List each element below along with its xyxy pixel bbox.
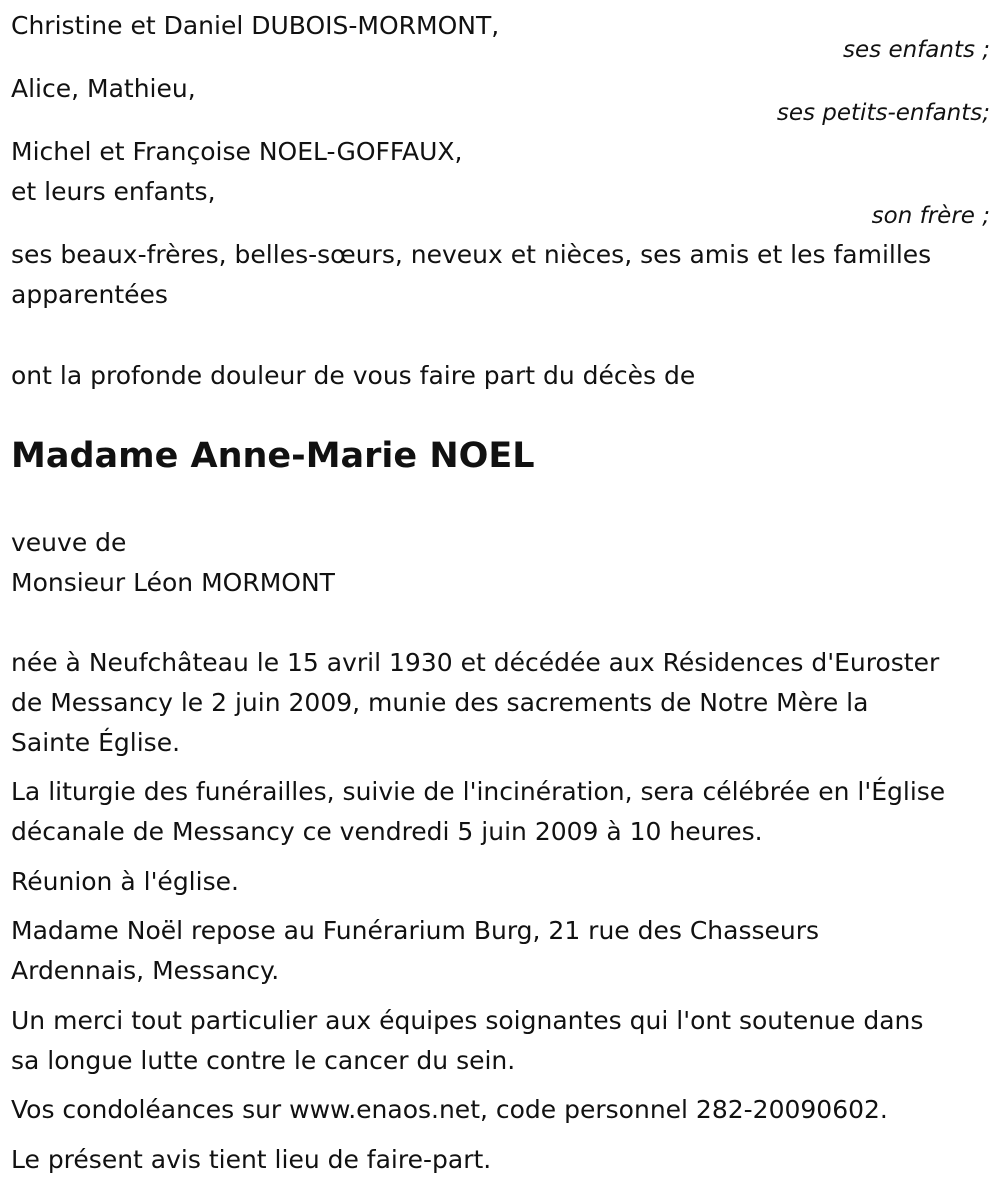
notice-text: Le présent avis tient lieu de faire-part. xyxy=(11,1145,492,1174)
birth-death-line-3: Sainte Église. xyxy=(11,728,181,757)
brother-role: son frère ; xyxy=(871,203,990,229)
relatives-line-2: apparentées xyxy=(11,280,168,309)
widow-of-label: veuve de xyxy=(11,528,127,557)
thanks-line-2: sa longue lutte contre le cancer du sein. xyxy=(11,1046,516,1075)
deceased-name: Madame Anne-Marie NOEL xyxy=(11,436,535,476)
children-role: ses enfants ; xyxy=(843,37,990,63)
funeral-home-line-1: Madame Noël repose au Funérarium Burg, 21 rue des Chasseurs xyxy=(11,916,820,945)
funeral-home-line-2: Ardennais, Messancy. xyxy=(11,956,280,985)
birth-death-line-1: née à Neufchâteau le 15 avril 1930 et décédée aux Résidences d'Euroster xyxy=(11,648,940,677)
brother-children: et leurs enfants, xyxy=(11,177,216,206)
thanks-line-1: Un merci tout particulier aux équipes soignantes qui l'ont soutenue dans xyxy=(11,1006,924,1035)
condolences-text: Vos condoléances sur www.enaos.net, code personnel 282-20090602. xyxy=(11,1095,888,1124)
liturgy-line-2: décanale de Messancy ce vendredi 5 juin 2009 à 10 heures. xyxy=(11,817,763,846)
grandchildren-names: Alice, Mathieu, xyxy=(11,74,196,103)
relatives-line-1: ses beaux-frères, belles-sœurs, neveux et nièces, ses amis et les familles xyxy=(11,240,932,269)
children-names: Christine et Daniel DUBOIS-MORMONT, xyxy=(11,11,500,40)
birth-death-line-2: de Messancy le 2 juin 2009, munie des sacrements de Notre Mère la xyxy=(11,688,869,717)
liturgy-line-1: La liturgie des funérailles, suivie de l'incinération, sera célébrée en l'Église xyxy=(11,777,946,806)
grandchildren-role: ses petits-enfants; xyxy=(776,100,990,126)
spouse-name: Monsieur Léon MORMONT xyxy=(11,568,335,597)
brother-names: Michel et Françoise NOEL-GOFFAUX, xyxy=(11,137,463,166)
meeting-text: Réunion à l'église. xyxy=(11,867,239,896)
announcement-text: ont la profonde douleur de vous faire part du décès de xyxy=(11,361,696,390)
